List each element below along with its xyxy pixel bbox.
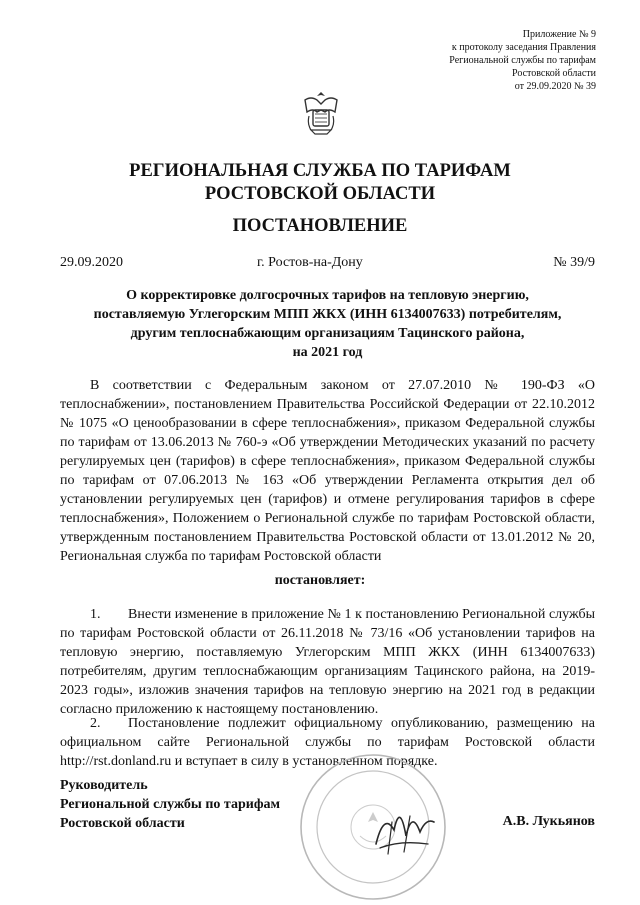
decides-heading: постановляет:: [274, 573, 366, 588]
organization-title: [0, 160, 640, 206]
appendix-line: Ростовской области: [512, 68, 596, 79]
appendix-note: [449, 28, 596, 93]
document-subject: [60, 286, 595, 362]
signatory-name: А.В. Лукьянов: [502, 814, 595, 829]
organization-title-line: РЕГИОНАЛЬНАЯ СЛУЖБА ПО ТАРИФАМ: [129, 161, 511, 181]
preamble-paragraph: В соответствии с Федеральным законом от 27.07.2010 № 190-ФЗ «О теплоснабжении», постановлением Правительства Российской Федерации от 22.10.2012 № 1075 «О ценообразовании в сфере теплоснабжения», приказом Федеральной службы по тарифам от 13.06.2013 № 760-э «Об утверждении Методических указаний по расчету регулируемых цен (тарифов) в сфере теплоснабжения», приказом Федеральной службы по тарифам от 07.06.2013 № 163 «Об утверждении Регламента открытия дел об установлении регулируемых цен (тарифов) и отмене регулирования тарифов в сфере теплоснабжения», Положением о Региональной службе по тарифам Ростовской области, утвержденным постановлением Правительства Ростовской области от 13.01.2012 № 20, Региональная служба по тарифам Ростовской области: [60, 378, 595, 564]
signatory-title: [60, 776, 280, 833]
subject-line: О корректировке долгосрочных тарифов на тепловую энергию,: [126, 288, 529, 303]
item-number: 1.: [90, 607, 101, 622]
document-city: г. Ростов-на-Дону: [257, 255, 363, 270]
appendix-line: от 29.09.2020 № 39: [514, 81, 596, 92]
signatory-title-line: Руководитель: [60, 778, 148, 793]
signatory-title-line: Ростовской области: [60, 816, 185, 831]
subject-line: на 2021 год: [292, 345, 363, 360]
document-number: № 39/9: [553, 255, 595, 270]
subject-line: другим теплоснабжающим организациям Тацинского района,: [130, 326, 525, 341]
handwritten-signature-icon: [370, 792, 440, 862]
organization-title-line: РОСТОВСКОЙ ОБЛАСТИ: [204, 184, 436, 204]
document-type: ПОСТАНОВЛЕНИЕ: [232, 216, 408, 236]
resolution-item: [60, 605, 595, 719]
appendix-line: Региональной службы по тарифам: [449, 55, 596, 66]
coat-of-arms-icon: [301, 90, 341, 136]
signatory-title-line: Региональной службы по тарифам: [60, 797, 281, 812]
appendix-line: к протоколу заседания Правления: [451, 42, 596, 53]
appendix-line: Приложение № 9: [522, 29, 596, 40]
subject-line: поставляемую Углегорским МПП ЖКХ (ИНН 6134007633) потребителям,: [93, 307, 562, 322]
item-text: Постановление подлежит официальному опубликованию, размещению на официальном сайте Региональной службы по тарифам Ростовской области http://rst.donland.ru и вступает в силу в установленном порядке.: [60, 716, 595, 769]
item-number: 2.: [90, 716, 101, 731]
item-text: Внести изменение в приложение № 1 к постановлению Региональной службы по тарифам Ростовской области от 26.11.2018 № 73/16 «Об установлении тарифов на тепловую энергию, поставляемую Углегорским МПП ЖКХ (ИНН 6134007633) потребителям, другим теплоснабжающим организациям Тацинского района, на 2019-2023 годы», изложив значения тарифов на тепловую энергию на 2021 год в редакции согласно приложению к настоящему постановлению.: [60, 607, 595, 717]
document-date: 29.09.2020: [60, 255, 123, 270]
